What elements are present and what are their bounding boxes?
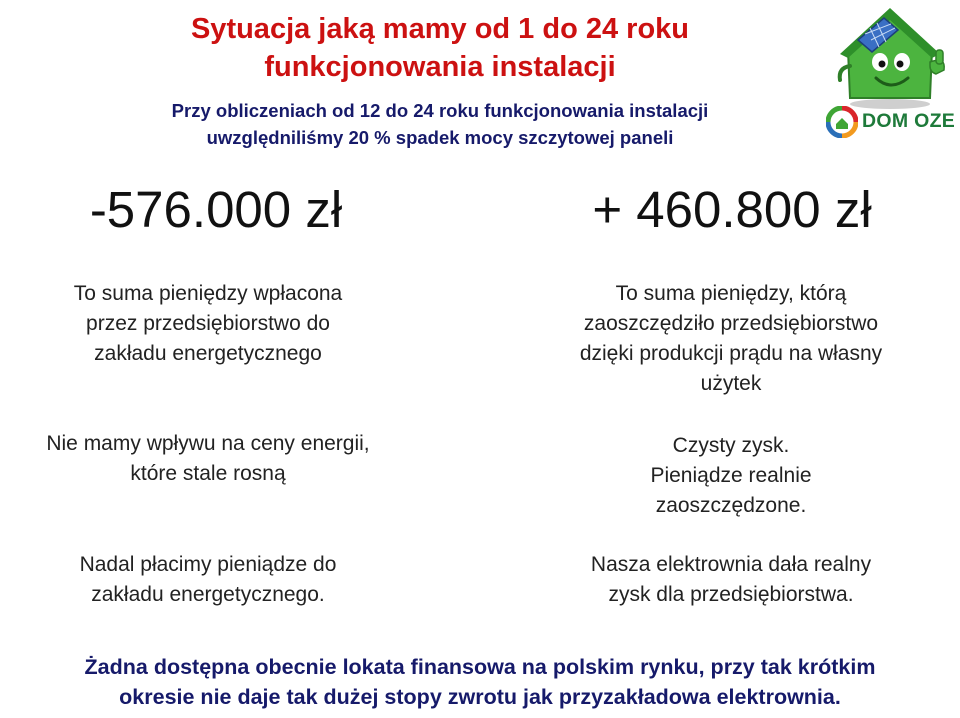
logo-text: DOM OZE [862,110,956,132]
right-p1-line: użytek [700,372,762,395]
left-p1-line: To suma pieniędzy wpłacona [73,282,343,305]
right-paragraph-1 [502,279,960,399]
right-p2-line: Pieniądze realnie [650,464,812,487]
left-amount: -576.000 zł [89,181,343,238]
left-paragraph-2 [0,429,416,489]
left-p2-line: Nie mamy wpływu na ceny energii, [46,432,370,455]
left-p1-line: zakładu energetycznego [94,342,322,365]
right-p1-line: zaoszczędziło przedsiębiorstwo [583,312,879,335]
slide-subtitle [90,97,790,151]
slide-subtitle-line-1: Przy obliczeniach od 12 do 24 roku funkcjonowania instalacji [171,100,709,121]
slide-title-line-2: funkcjonowania instalacji [264,51,616,83]
left-paragraph-3 [0,550,416,610]
left-p2-line: które stale rosną [130,462,286,485]
slide-title [110,10,770,86]
footer-line-1: Żadna dostępna obecnie lokata finansowa na polskim rynku, przy tak krótkim [84,655,876,679]
left-p3-line: Nadal płacimy pieniądze do [79,553,337,576]
footer-line-2: okresie nie daje tak dużej stopy zwrotu jak przyzakładowa elektrownia. [119,685,841,709]
right-p1-line: To suma pieniędzy, którą [615,282,847,305]
right-p1-line: dzięki produkcji prądu na własny [579,342,883,365]
right-amount: + 460.800 zł [592,181,872,238]
dom-oze-badge-icon [826,106,858,138]
right-p3-line: zysk dla przedsiębiorstwa. [608,583,854,606]
right-paragraph-2 [502,431,960,521]
right-p3-line: Nasza elektrownia dała realny [590,553,872,576]
left-p1-line: przez przedsiębiorstwo do [86,312,330,335]
dom-oze-logo [818,0,960,150]
right-paragraph-3 [502,550,960,610]
right-p2-line: zaoszczędzone. [655,494,807,517]
slide-subtitle-line-2: uwzględniliśmy 20 % spadek mocy szczytowej paneli [206,127,674,148]
left-p3-line: zakładu energetycznego. [91,583,325,606]
house-mascot-icon [818,0,960,112]
left-paragraph-1 [0,279,416,369]
footer-statement [0,652,960,712]
slide-title-line-1: Sytuacja jaką mamy od 1 do 24 roku [190,13,690,45]
right-p2-line: Czysty zysk. [672,434,790,457]
